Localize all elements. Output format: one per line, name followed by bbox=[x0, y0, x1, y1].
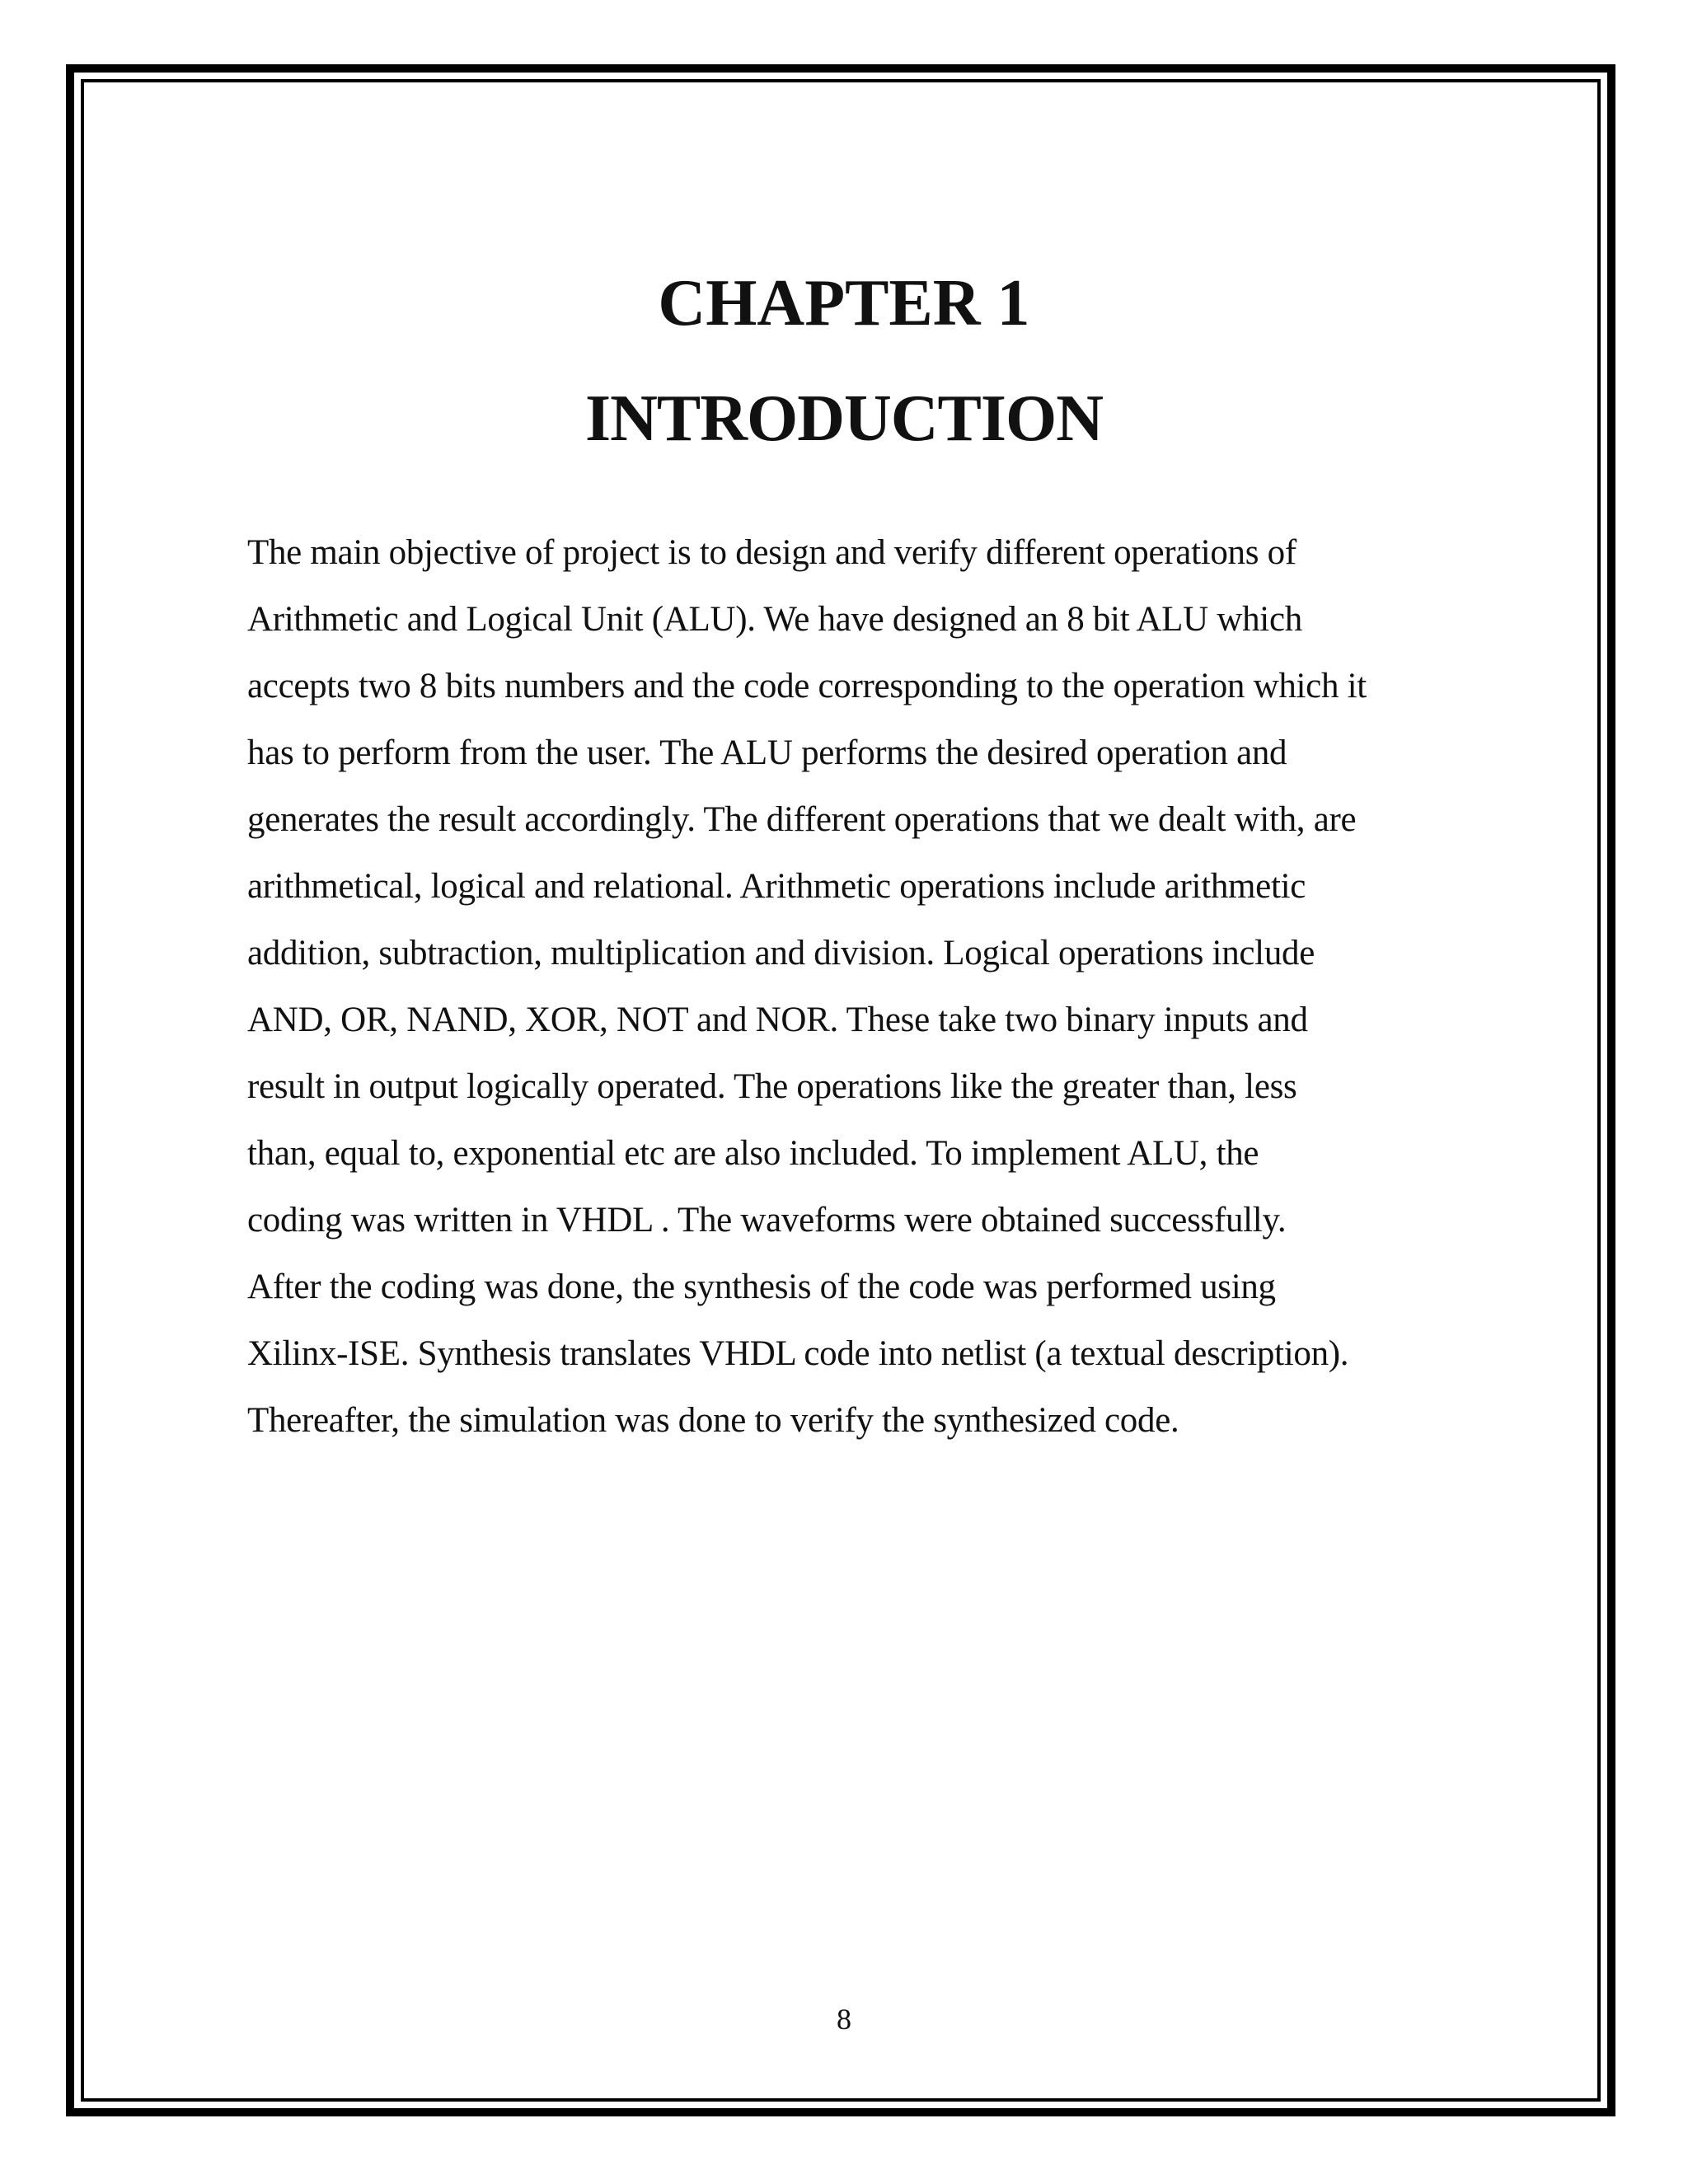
body-line: addition, subtraction, multiplication and division. Logical operations include bbox=[247, 934, 1315, 972]
body-line: result in output logically operated. The operations like the greater than, less bbox=[247, 1067, 1297, 1106]
body-paragraph bbox=[247, 519, 1500, 1454]
body-line: arithmetical, logical and relational. Arithmetic operations include arithmetic bbox=[247, 867, 1306, 906]
body-line: than, equal to, exponential etc are also included. To implement ALU, the bbox=[247, 1134, 1259, 1173]
body-line: accepts two 8 bits numbers and the code corresponding to the operation which it bbox=[247, 667, 1367, 705]
body-line: Thereafter, the simulation was done to verify the synthesized code. bbox=[247, 1401, 1179, 1440]
body-line: has to perform from the user. The ALU performs the desired operation and bbox=[247, 733, 1287, 772]
body-line: coding was written in VHDL . The waveforms were obtained successfully. bbox=[247, 1201, 1287, 1240]
body-line: Xilinx-ISE. Synthesis translates VHDL code into netlist (a textual description). bbox=[247, 1334, 1349, 1373]
body-line: Arithmetic and Logical Unit (ALU). We have designed an 8 bit ALU which bbox=[247, 600, 1302, 639]
body-line: The main objective of project is to design and verify different operations of bbox=[247, 533, 1296, 572]
body-line: AND, OR, NAND, XOR, NOT and NOR. These take two binary inputs and bbox=[247, 1001, 1308, 1039]
chapter-title: INTRODUCTION bbox=[584, 382, 1104, 455]
body-line: After the coding was done, the synthesis of the code was performed using bbox=[247, 1268, 1276, 1306]
chapter-number-heading: CHAPTER 1 bbox=[658, 267, 1030, 340]
page-number: 8 bbox=[837, 2003, 851, 2036]
body-line: generates the result accordingly. The different operations that we dealt with, are bbox=[247, 800, 1357, 839]
